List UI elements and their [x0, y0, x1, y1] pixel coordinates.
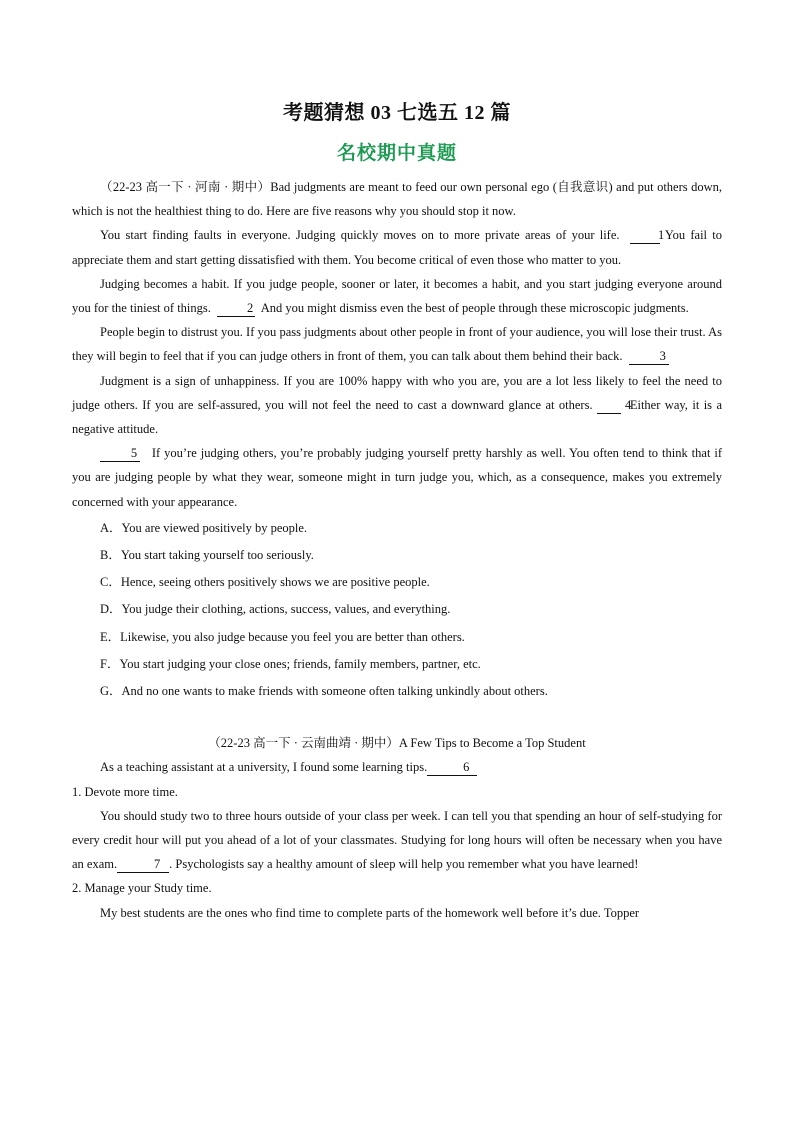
passage1-paragraph-5: 5 If you’re judging others, you’re probably judging yourself pretty harshly as well. You often tend to think that if you are judging people by what they wear, someone might in turn judge you, which, as a consequence, makes you extremely concerned with your appearance.	[72, 446, 723, 509]
option-g: G．And no one wants to make friends with someone often talking unkindly about others.	[100, 684, 548, 699]
option-f: F．You start judging your close ones; friends, family members, partner, etc.	[100, 656, 481, 671]
passage2-title: A Few Tips to Become a Top Student	[398, 736, 586, 751]
document-body	[72, 175, 722, 925]
passage2-tip-1-heading: 1. Devote more time.	[72, 784, 178, 799]
passage1-paragraph-1: You start finding faults in everyone. Judging quickly moves on to more private areas of your life. 1 You fail to appreciate them and start getting dissatisfied with them. You become critical of even those who matter to you.	[72, 228, 723, 267]
passage1-source: （22-23 高一下 · 河南 · 期中）	[100, 180, 271, 194]
option-a: A．You are viewed positively by people.	[100, 520, 308, 535]
blank-7[interactable]: 7	[117, 856, 169, 873]
passage2-tip-2-heading: 2. Manage your Study time.	[72, 881, 212, 896]
option-d: D．You judge their clothing, actions, success, values, and everything.	[100, 602, 451, 617]
passage1-intro: （22-23 高一下 · 河南 · 期中）Bad judgments are meant to feed our own personal ego (自我意识) and put others down, which is not the healthiest thing to do. Here are five reasons why you should stop it now.	[72, 180, 722, 219]
section-gap	[72, 705, 722, 731]
passage2-paragraph-1: You should study two to three hours outside of your class per week. I can tell you that spending an hour of self-studying for every credit hour will put you ahead of a lot of your classmates. Studying for long hours will often be necessary when you have an exam. 7 . Psychologists say a healthy amount of sleep will help you remember what you have learned!	[72, 808, 722, 872]
blank-2[interactable]: 2	[217, 300, 255, 317]
passage2-paragraph-2: My best students are the ones who find time to complete parts of the homework well before it’s due. Topper	[100, 905, 640, 920]
options-list	[72, 515, 722, 705]
blank-3[interactable]: 3	[629, 348, 669, 365]
blank-4[interactable]: 4	[597, 397, 621, 414]
blank-1[interactable]: 1	[630, 227, 660, 244]
blank-5[interactable]: 5	[100, 445, 140, 462]
page-subtitle: 名校期中真题	[336, 143, 457, 164]
option-e: E．Likewise, you also judge because you feel you are better than others.	[100, 629, 465, 644]
passage2-source: （22-23 高一下 · 云南曲靖 · 期中）	[208, 736, 399, 751]
passage1-paragraph-2: Judging becomes a habit. If you judge people, sooner or later, it becomes a habit, and you start judging everyone around you for the tiniest of things. 2 And you might dismiss even the best of people through these microscopic judgments.	[72, 276, 722, 316]
passage1-paragraph-4: Judgment is a sign of unhappiness. If you are 100% happy with who you are, you are a lot less likely to feel the need to judge others. If you are self-assured, you will not feel the need to cast a downward glance at others. 4 Either way, it is a negative attitude.	[72, 373, 723, 437]
passage1-paragraph-3: People begin to distrust you. If you pass judgments about other people in front of your audience, you will lose their trust. As they will begin to feel that if you can judge others in front of them, you can talk about them behind their back. 3	[72, 325, 722, 364]
passage2-heading	[72, 731, 722, 755]
option-b: B．You start taking yourself too seriously.	[100, 548, 314, 563]
page-title: 考题猜想 03 七选五 12 篇	[283, 102, 511, 124]
passage2-intro: As a teaching assistant at a university, I found some learning tips. 6	[72, 755, 722, 779]
blank-6[interactable]: 6	[427, 759, 477, 776]
option-c: C．Hence, seeing others positively shows we are positive people.	[100, 575, 430, 590]
